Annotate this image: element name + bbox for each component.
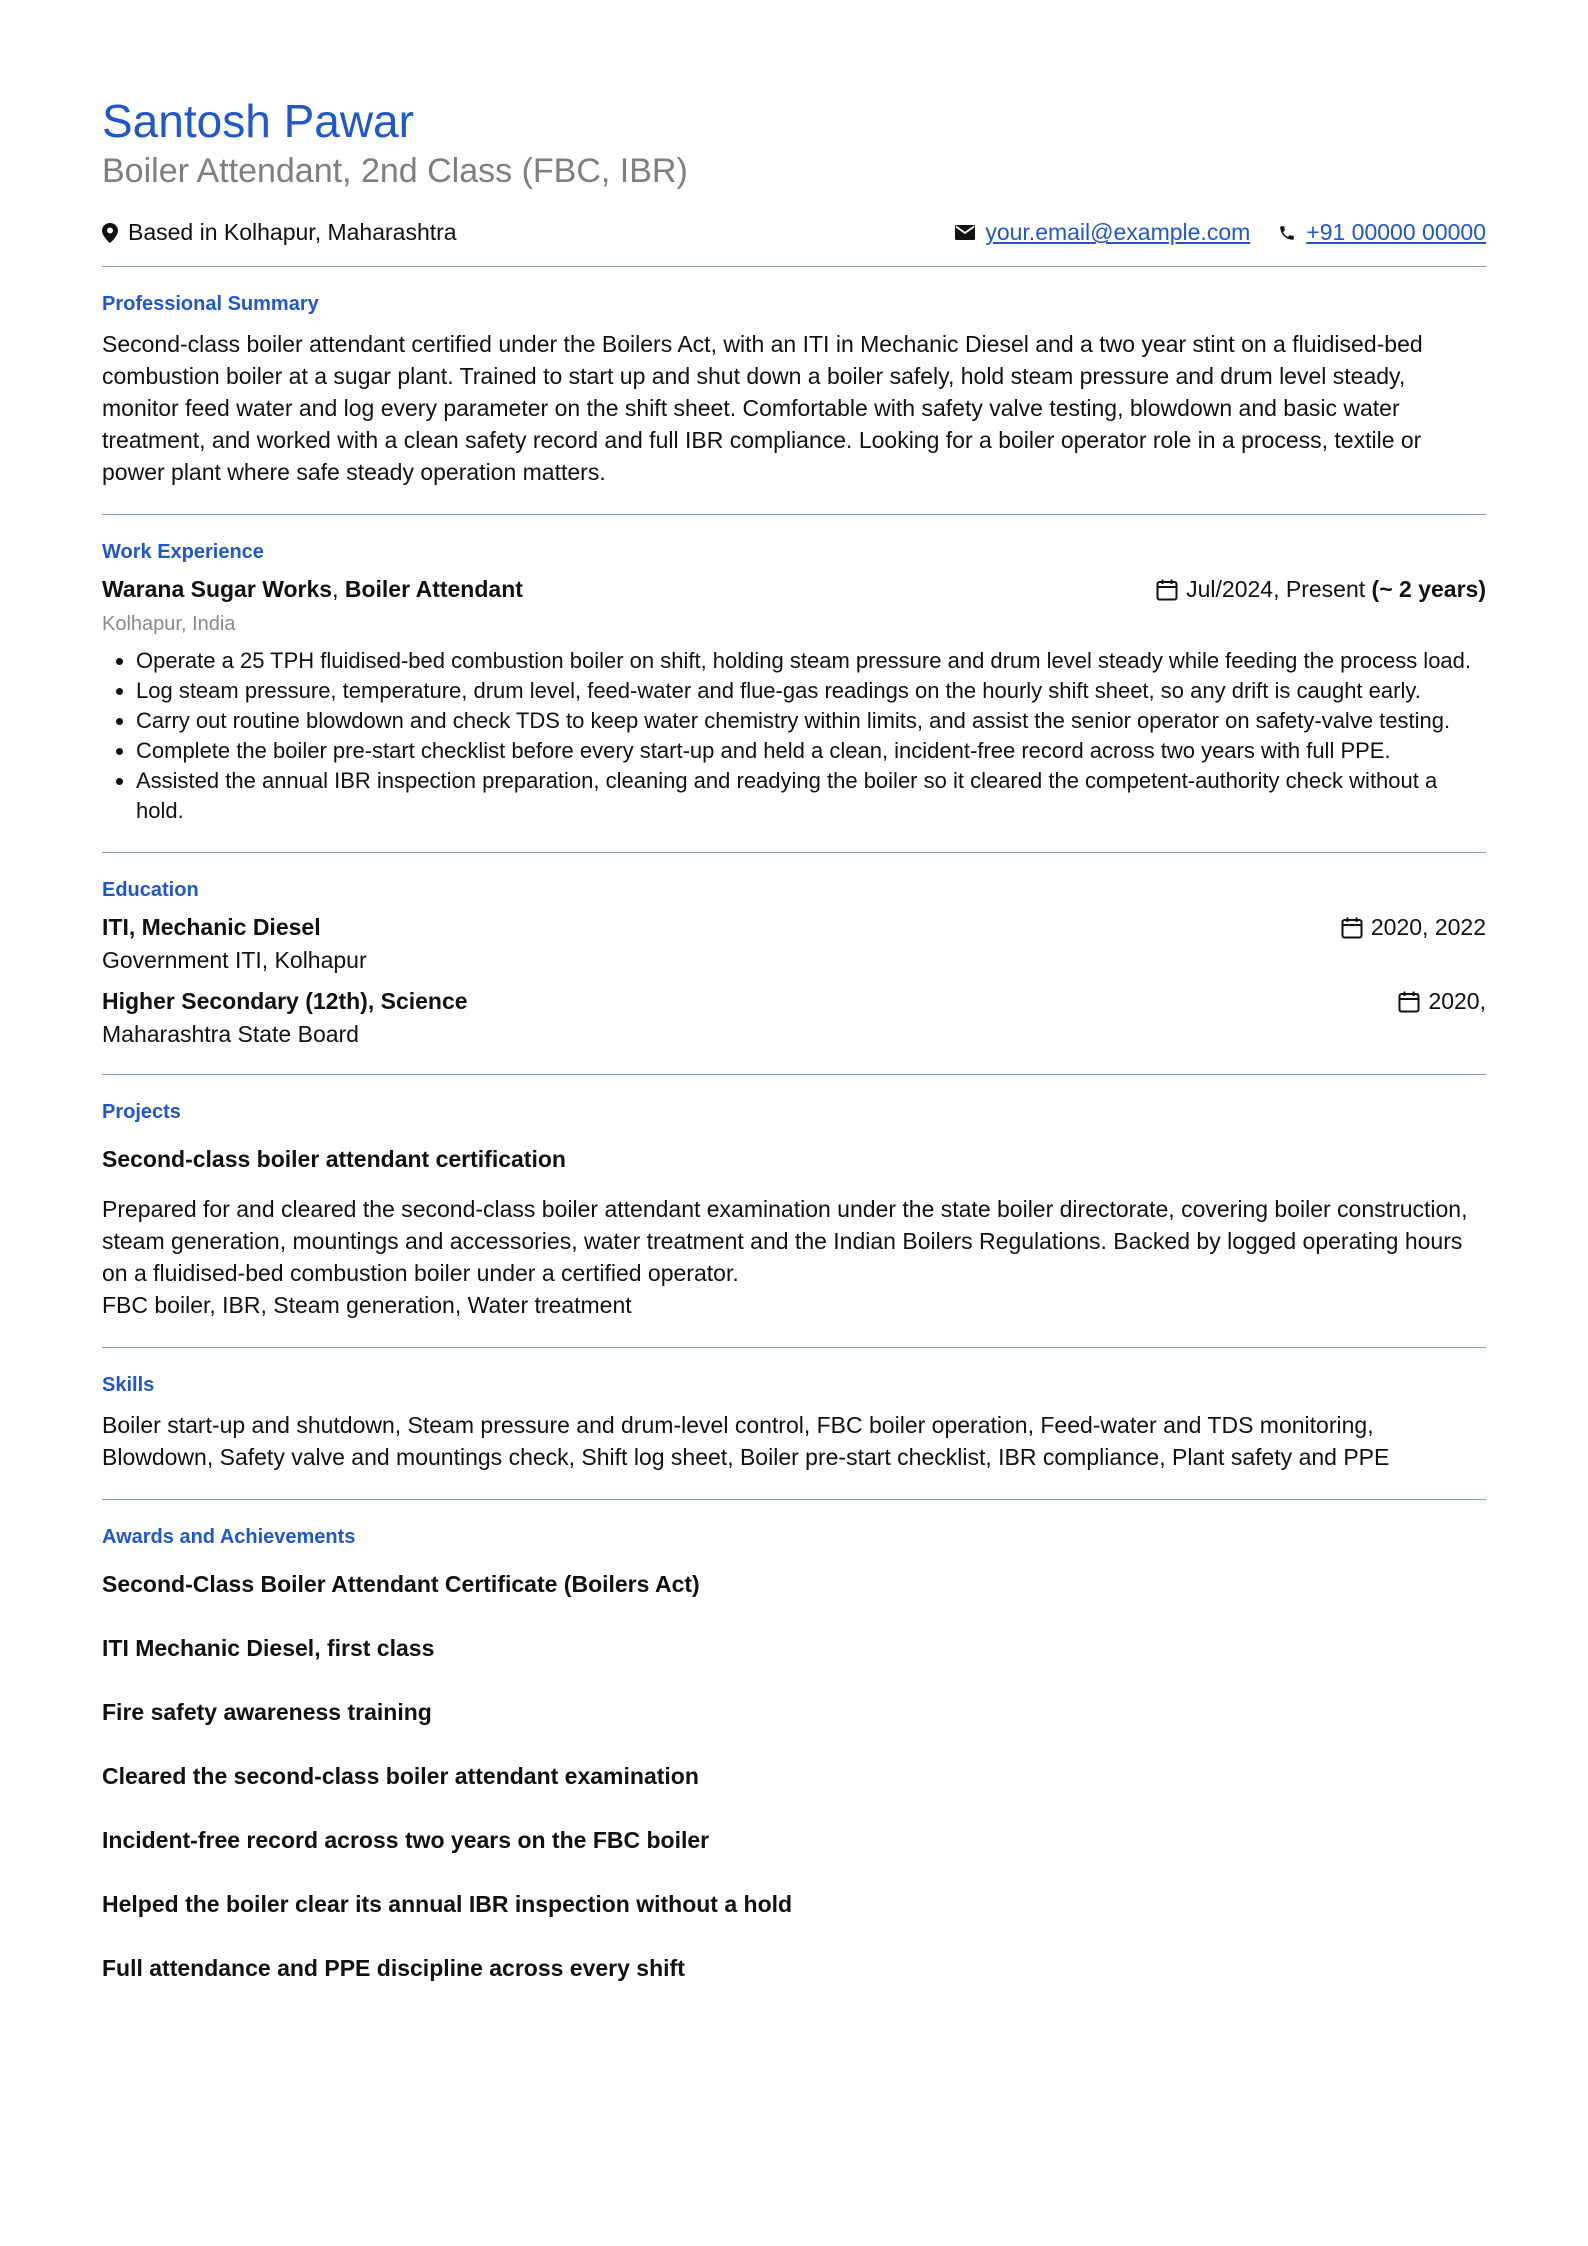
award-item: ITI Mechanic Diesel, first class [102,1635,435,1662]
education-date-text: 2020, [1428,988,1486,1015]
degree-name: Higher Secondary (12th), Science [102,988,468,1015]
contact-links [927,219,1486,246]
location [102,219,457,246]
education-date-text: 2020, 2022 [1370,914,1486,941]
contact-bar [102,219,1486,246]
award-item: Full attendance and PPE discipline across every shift [102,1955,685,1982]
candidate-name: Santosh Pawar [102,95,414,147]
section-title: Professional Summary [102,293,319,316]
job-duration: (~ 2 years) [1371,576,1486,603]
list-item: • Log steam pressure, temperature, drum level, feed-water and flue-gas readings on the hourly shift sheet, so any drift is caught early. [136,676,1486,706]
list-item: • Complete the boiler pre-start checklist before every start-up and held a clean, incident-free record across two years with full PPE. [136,736,1486,766]
section-title: Work Experience [102,541,264,564]
company-name: Warana Sugar Works [102,576,333,603]
section-title: Education [102,879,199,902]
education-dates [1398,988,1486,1015]
section-awards [102,1500,1486,2045]
job-location: Kolhapur, India [102,613,236,636]
education-item [102,914,1486,941]
email-link[interactable]: your.email@example.com [985,219,1251,246]
section-projects [102,1075,1486,1348]
award-item: Incident-free record across two years on the FBC boiler [102,1827,710,1854]
list-item: • Operate a 25 TPH fluidised-bed combustion boiler on shift, holding steam pressure and drum level steady while feeding the process load. [136,646,1486,676]
section-title: Skills [102,1374,155,1397]
project-description: Prepared for and cleared the second-class boiler attendant examination under the state boiler directorate, covering boiler construction, steam generation, mountings and accessories, water treatment and the Indian Boilers Regulations. Backed by logged operating hours on a fluidised-bed combustion boiler under a certified operator. [102,1196,1468,1287]
award-item: Second-Class Boiler Attendant Certificate (Boilers Act) [102,1571,700,1598]
school-name: Government ITI, Kolhapur [102,947,367,974]
degree-name: ITI, Mechanic Diesel [102,914,321,941]
job-dates [1156,576,1486,603]
education-item [102,988,1486,1015]
phone-icon [1278,224,1296,242]
project-keywords: FBC boiler, IBR, Steam generation, Water treatment [102,1292,632,1319]
calendar-icon [1156,579,1178,601]
section-education [102,853,1486,1075]
section-title: Projects [102,1101,181,1124]
skills-text: Boiler start-up and shutdown, Steam pressure and drum-level control, FBC boiler operation, Feed-water and TDS monitoring, Blowdown, Safety valve and mountings check, Shift log sheet, Boiler pre-start checklist, IBR compliance, Plant safety and PPE [102,1412,1390,1471]
phone-contact [1278,219,1486,246]
email-contact [955,219,1250,246]
envelope-icon [955,225,975,240]
phone-link[interactable]: +91 00000 00000 [1306,219,1486,246]
list-item: • Carry out routine blowdown and check TDS to keep water chemistry within limits, and assist the senior operator on safety-valve testing. [136,706,1486,736]
award-item: Cleared the second-class boiler attendant examination [102,1763,699,1790]
calendar-icon [1341,917,1363,939]
candidate-headline: Boiler Attendant, 2nd Class (FBC, IBR) [102,151,688,190]
award-item: Fire safety awareness training [102,1699,432,1726]
job-title: Warana Sugar Works, Boiler Attendant [102,576,523,603]
project-name: Second-class boiler attendant certification [102,1146,566,1173]
section-title: Awards and Achievements [102,1526,356,1549]
summary-text: Second-class boiler attendant certified under the Boilers Act, with an ITI in Mechanic Diesel and a two year stint on a fluidised-bed combustion boiler at a sugar plant. Trained to start up and shut down a boiler safely, hold steam pressure and drum level steady, monitor feed water and log every parameter on the shift sheet. Comfortable with safety valve testing, blowdown and basic water treatment, and worked with a clean safety record and full IBR compliance. Looking for a boiler operator role in a process, textile or power plant where safe steady operation matters. [102,331,1423,486]
section-experience [102,515,1486,853]
location-text: Based in Kolhapur, Maharashtra [128,219,457,246]
school-name: Maharashtra State Board [102,1021,359,1048]
education-dates [1341,914,1486,941]
job-header [102,576,1486,603]
section-skills [102,1348,1486,1500]
job-role: Boiler Attendant [344,576,523,603]
list-item: • Assisted the annual IBR inspection preparation, cleaning and readying the boiler so it cleared the competent-authority check without a hold. [136,766,1486,826]
map-pin-icon [102,223,118,243]
section-summary [102,267,1486,515]
award-item: Helped the boiler clear its annual IBR inspection without a hold [102,1891,793,1918]
calendar-icon [1398,991,1420,1013]
job-date-range: Jul/2024, Present [1186,576,1366,603]
job-bullets [102,646,1486,826]
awards-list [102,1571,1486,1982]
